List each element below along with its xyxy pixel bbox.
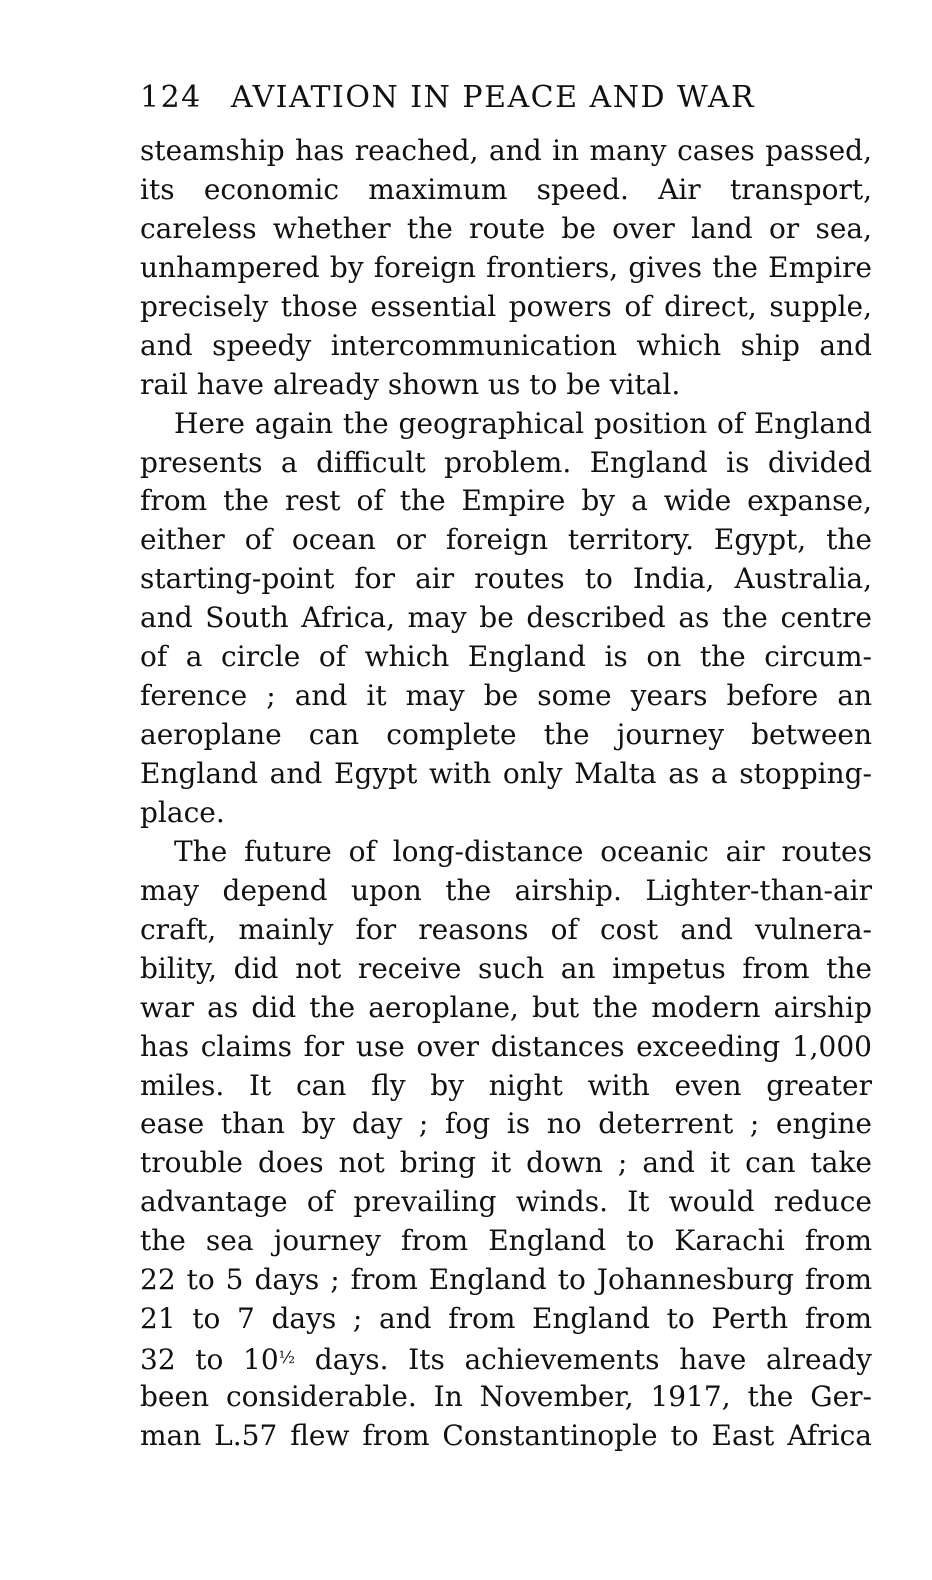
text-line: bility, did not receive such an impetus from the	[140, 951, 872, 985]
text-line: England and Egypt with only Malta as a stopping-	[140, 757, 872, 790]
text-line: starting-point for air routes to India, Australia,	[140, 562, 872, 596]
paragraph-start-line: Here again the geographical position of England	[174, 406, 872, 440]
text-line: been considerable. In November, 1917, the Ger-	[140, 1380, 872, 1413]
text-line: careless whether the route be over land or sea,	[140, 211, 872, 245]
text-line: precisely those essential powers of direct, supple,	[140, 289, 872, 323]
text-line: aeroplane can complete the journey between	[140, 718, 872, 752]
text-line: 22 to 5 days ; from England to Johannesburg from	[140, 1263, 872, 1297]
text-line: war as did the aeroplane, but the modern airship	[140, 990, 872, 1024]
running-title: AVIATION IN PEACE AND WAR	[230, 80, 756, 115]
text-line: trouble does not bring it down ; and it can take	[140, 1146, 872, 1180]
text-line: has claims for use over distances exceeding 1,000	[140, 1029, 872, 1063]
text-line: and speedy intercommunication which ship and	[140, 328, 872, 362]
text-line: steamship has reached, and in many cases passed,	[140, 134, 872, 167]
text-line: the sea journey from England to Karachi from	[140, 1224, 872, 1258]
fraction-half: ½	[278, 1348, 296, 1369]
text-line: advantage of prevailing winds. It would reduce	[140, 1185, 872, 1219]
text-line: craft, mainly for reasons of cost and vulnera-	[140, 912, 872, 946]
text-line-with-fraction	[140, 1339, 872, 1378]
text-line: either of ocean or foreign territory. Egypt, the	[140, 523, 872, 557]
text-line: its economic maximum speed. Air transport,	[140, 172, 872, 206]
body-text	[140, 132, 872, 1456]
text-line: rail have already shown us to be vital.	[140, 367, 681, 401]
running-head	[140, 76, 840, 120]
text-line: of a circle of which England is on the circum-	[140, 640, 872, 674]
text-line: man L.57 flew from Constantinople to East Africa	[140, 1418, 872, 1452]
text-line: from the rest of the Empire by a wide expanse,	[140, 484, 872, 518]
text-fragment: 32 to 10	[140, 1343, 279, 1377]
text-line: miles. It can fly by night with even greater	[140, 1068, 872, 1102]
text-line: may depend upon the airship. Lighter-than-air	[140, 873, 872, 907]
text-fragment: days. Its achievements have already	[295, 1343, 872, 1377]
text-line: presents a difficult problem. England is divided	[140, 445, 872, 479]
paragraph-start-line: The future of long-distance oceanic air routes	[174, 834, 872, 868]
text-line: place.	[140, 795, 225, 829]
text-line: ease than by day ; fog is no deterrent ; engine	[140, 1107, 872, 1141]
text-line: 21 to 7 days ; and from England to Perth from	[140, 1302, 872, 1336]
page-number: 124	[140, 80, 202, 115]
text-line: ference ; and it may be some years before an	[140, 679, 872, 713]
text-line: and South Africa, may be described as the centre	[140, 601, 872, 635]
text-line: unhampered by foreign frontiers, gives the Empire	[140, 250, 872, 284]
